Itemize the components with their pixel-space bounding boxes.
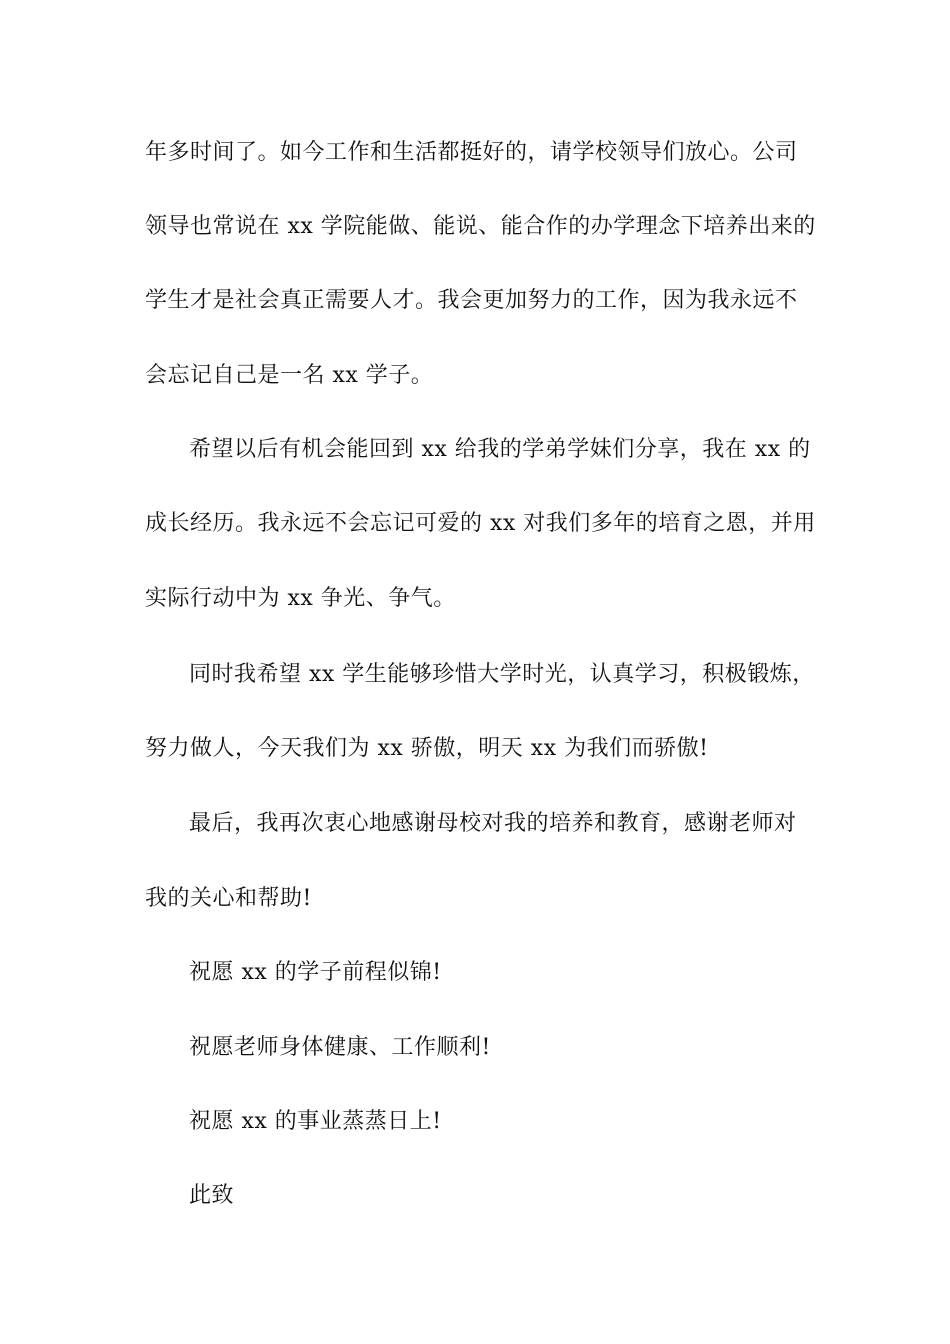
paragraph-line: 祝愿 xx 的学子前程似锦! — [189, 960, 442, 985]
paragraph-line: 祝愿老师身体健康、工作顺利! — [189, 1035, 491, 1060]
paragraph-line: 学生才是社会真正需要人才。我会更加努力的工作，因为我永远不 — [145, 288, 798, 313]
paragraph-line: 同时我希望 xx 学生能够珍惜大学时光，认真学习，积极锻炼， — [189, 662, 815, 687]
paragraph-line: 祝愿 xx 的事业蒸蒸日上! — [189, 1109, 442, 1134]
paragraph-line: 努力做人，今天我们为 xx 骄傲，明天 xx 为我们而骄傲! — [145, 736, 709, 761]
paragraph-line: 成长经历。我永远不会忘记可爱的 xx 对我们多年的培育之恩，并用 — [145, 511, 816, 536]
paragraph-line: 我的关心和帮助! — [145, 886, 312, 911]
paragraph-line: 最后，我再次衷心地感谢母校对我的培养和教育，感谢老师对 — [189, 811, 797, 836]
paragraph-line: 会忘记自己是一名 xx 学子。 — [145, 363, 434, 388]
paragraph-line: 年多时间了。如今工作和生活都挺好的，请学校领导们放心。公司 — [145, 140, 798, 165]
paragraph-line: 领导也常说在 xx 学院能做、能说、能合作的办学理念下培养出来的 — [145, 214, 816, 239]
paragraph-line: 实际行动中为 xx 争光、争气。 — [145, 586, 456, 611]
closing-line: 此致 — [189, 1183, 235, 1208]
paragraph-line: 希望以后有机会能回到 xx 给我的学弟学妹们分享，我在 xx 的 — [189, 437, 811, 462]
